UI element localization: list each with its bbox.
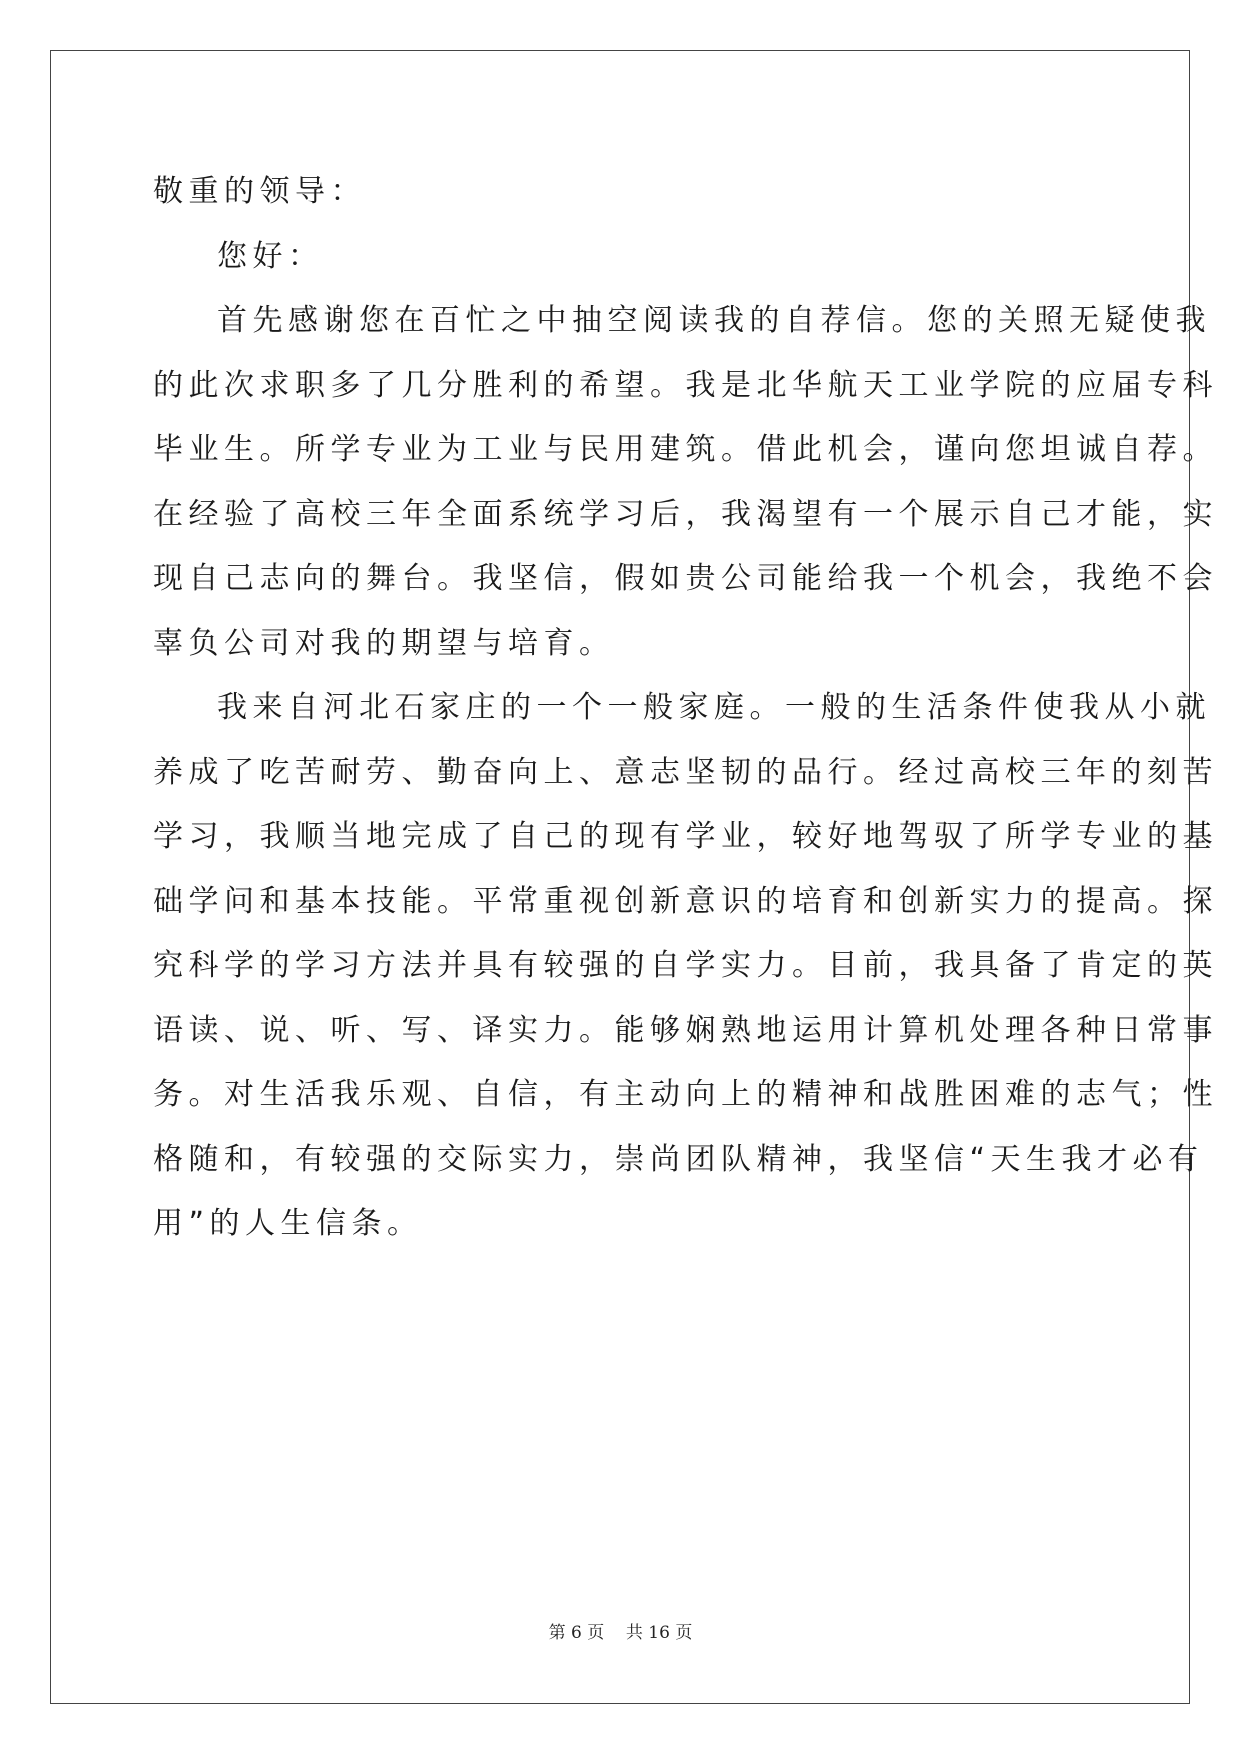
paragraph-1-line: 辜负公司对我的期望与培育。 [153,625,615,661]
paragraph-2-line: 语读、说、听、写、译实力。能够娴熟地运用计算机处理各种日常事 [153,1012,1218,1048]
paragraph-2-line: 格随和，有较强的交际实力，崇尚团队精神，我坚信“天生我才必有 [153,1141,1204,1177]
paragraph-2-line: 务。对生活我乐观、自信，有主动向上的精神和战胜困难的志气；性 [153,1077,1218,1112]
paragraph-2-line: 用”的人生信条。 [153,1206,423,1241]
paragraph-1-line: 的此次求职多了几分胜利的希望。我是北华航天工业学院的应届专科 [153,367,1218,403]
greeting: 您好： [217,238,324,274]
page-number: 第 6 页 共 16 页 [548,1623,693,1643]
letter-body [153,160,1218,1257]
paragraph-2-line: 学习，我顺当地完成了自己的现有学业，较好地驾驭了所学专业的基 [153,819,1218,854]
paragraph-2-line: 础学问和基本技能。平常重视创新意识的培育和创新实力的提高。探 [153,883,1218,919]
paragraph-2-line: 养成了吃苦耐劳、勤奋向上、意志坚韧的品行。经过高校三年的刻苦 [153,754,1218,790]
paragraph-1-line: 毕业生。所学专业为工业与民用建筑。借此机会，谨向您坦诚自荐。 [153,432,1218,467]
paragraph-2-line: 究科学的学习方法并具有较强的自学实力。目前，我具备了肯定的英 [153,948,1218,983]
paragraph-1-line: 现自己志向的舞台。我坚信，假如贵公司能给我一个机会，我绝不会 [153,561,1218,596]
paragraph-1-line: 在经验了高校三年全面系统学习后，我渴望有一个展示自己才能，实 [153,496,1218,532]
salutation: 敬重的领导： [153,174,366,209]
paragraph-1-line: 首先感谢您在百忙之中抽空阅读我的自荐信。您的关照无疑使我 [217,303,1211,338]
paragraph-2-line: 我来自河北石家庄的一个一般家庭。一般的生活条件使我从小就 [217,690,1211,725]
